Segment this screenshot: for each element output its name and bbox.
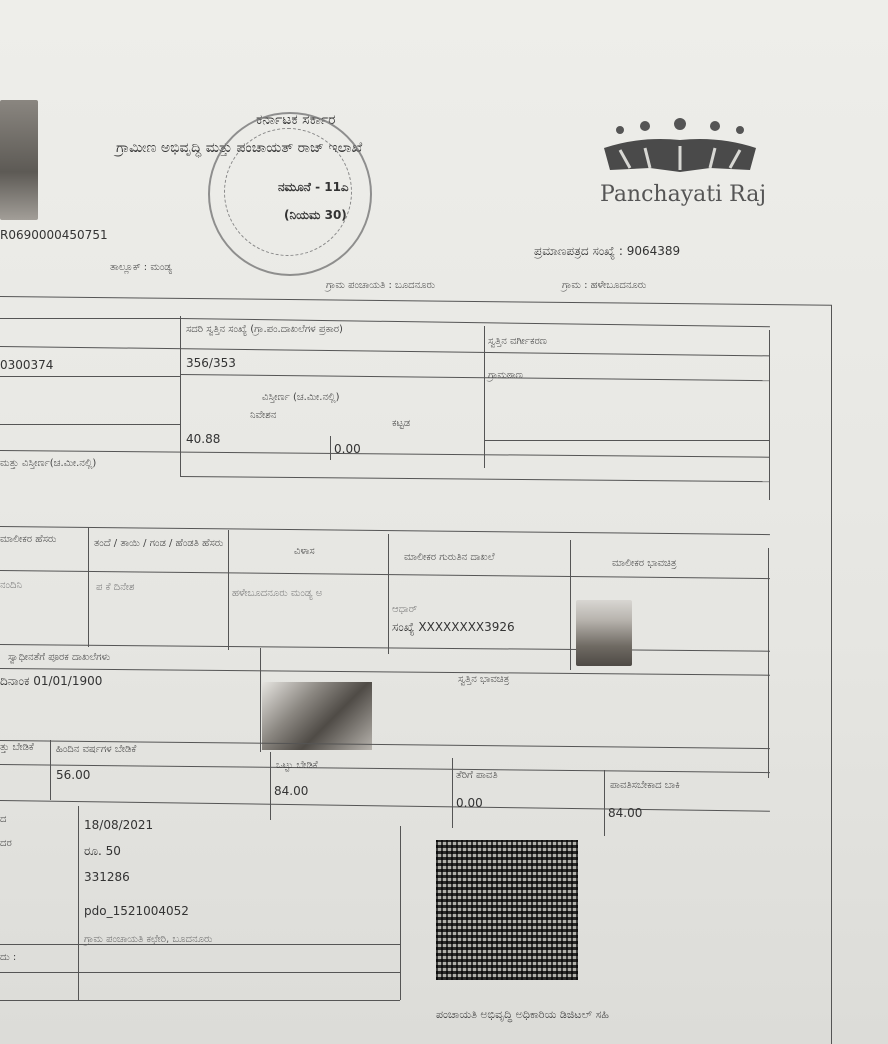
owner-id-type: ಆಧಾರ್ bbox=[392, 604, 418, 615]
officer-office: ಗ್ರಾಮ ಪಂಚಾಯತಿ ಕಛೇರಿ, ಬೂದನೂರು bbox=[84, 934, 213, 945]
village-label: ಗ್ರಾಮ : ಹಳೇಬೂದನೂರು bbox=[562, 280, 647, 291]
grid-line bbox=[330, 436, 331, 460]
property-id-partial: 0300374 bbox=[0, 358, 54, 372]
qr-code bbox=[436, 840, 578, 980]
property-type-value: ಗ್ರಾಮಠಾಣ bbox=[488, 370, 523, 381]
grid-line bbox=[0, 668, 770, 676]
owner-id-value: ಸಂಖ್ಯೆ XXXXXXXX3926 bbox=[392, 620, 515, 634]
balance-due-value: 84.00 bbox=[608, 806, 643, 820]
grid-line bbox=[0, 346, 770, 356]
dept-title: ಗ್ರಾಮೀಣ ಅಭಿವೃದ್ಧಿ ಮತ್ತು ಪಂಚಾಯತ್ ರಾಜ್ ಇಲಾಖೆ bbox=[116, 140, 363, 156]
tax-paid-value: 0.00 bbox=[456, 796, 483, 810]
certificate-number: ಪ್ರಮಾಣಪತ್ರದ ಸಂಖ್ಯೆ : 9064389 bbox=[534, 244, 681, 258]
gram-panchayat-label: ಗ್ರಾಮ ಪಂಚಾಯತಿ : ಬೂದನೂರು bbox=[326, 280, 436, 291]
tax-col3-label: ಒಟ್ಟು ಬೇಡಿಕೆ bbox=[276, 760, 318, 771]
receipt-number: 331286 bbox=[84, 870, 130, 884]
grid-line bbox=[0, 450, 770, 458]
site-area-value: 40.88 bbox=[186, 432, 221, 446]
grid-line bbox=[484, 440, 770, 441]
building-area-label: ಕಟ್ಟಡ bbox=[392, 418, 411, 429]
grid-line bbox=[0, 570, 770, 579]
grid-line bbox=[180, 476, 770, 482]
grid-line bbox=[484, 326, 485, 468]
grid-line bbox=[0, 424, 180, 425]
grid-line bbox=[0, 644, 770, 652]
father-name-label: ತಂದೆ / ತಾಯಿ / ಗಂಡ / ಹೆಂಡತಿ ಹೆಸರು bbox=[94, 538, 224, 549]
govt-title: ಕರ್ನಾಟಕ ಸರ್ಕಾರ bbox=[256, 112, 336, 128]
grid-line bbox=[0, 764, 770, 773]
grid-line bbox=[604, 770, 605, 836]
grid-line bbox=[260, 648, 261, 752]
grid-line bbox=[768, 548, 769, 778]
grid-line bbox=[452, 758, 453, 828]
grid-line bbox=[388, 534, 389, 654]
site-area-label: ನಿವೇಶನ bbox=[250, 410, 277, 421]
fee-amount: ರೂ. 50 bbox=[84, 844, 121, 858]
address-value: ಹಳೇಬೂದನೂರು ಮಂಡ್ಯ ಅ bbox=[232, 588, 323, 599]
father-name-value: ಪ ಕೆ ದಿನೇಶ bbox=[96, 582, 135, 593]
owner-photo-label: ಮಾಲೀಕರ ಭಾವಚಿತ್ರ bbox=[612, 558, 677, 569]
grid-line bbox=[0, 972, 400, 973]
supporting-docs-date: ದಿನಾಂಕ 01/01/1900 bbox=[0, 674, 103, 688]
panchayati-raj-logo-icon bbox=[600, 118, 760, 176]
document-id: R0690000450751 bbox=[0, 228, 108, 242]
grid-line bbox=[400, 826, 401, 1000]
issue-date: 18/08/2021 bbox=[84, 818, 154, 832]
area-label: ವಿಸ್ತೀರ್ಣ (ಚ.ಮೀ.ನಲ್ಲಿ) bbox=[262, 392, 340, 403]
grid-line bbox=[0, 1000, 400, 1001]
survey-number-label: ಸದರಿ ಸ್ವತ್ತಿನ ಸಂಖ್ಯೆ (ಗ್ರಾ.ಪಂ.ದಾಖಲೆಗಳ ಪ್ರಕಾರ) bbox=[186, 324, 343, 335]
form-border-right bbox=[831, 305, 832, 1044]
owner-name-label: ಮಾಲೀಕರ ಹೆಸರು bbox=[0, 534, 57, 545]
building-area-value: 0.00 bbox=[334, 442, 361, 456]
grid-line bbox=[769, 330, 770, 500]
total-area-label: ಮತ್ತು ವಿಸ್ತೀರ್ಣ(ಚ.ಮೀ.ನಲ್ಲಿ) bbox=[0, 458, 97, 469]
govt-emblem bbox=[0, 100, 38, 220]
issue-row-label-b: ದರ bbox=[0, 838, 12, 849]
grid-line bbox=[88, 527, 89, 647]
survey-number-value: 356/353 bbox=[186, 356, 236, 370]
issue-row-label-a: ದ bbox=[0, 814, 7, 825]
owner-name-value: ನಂದಿನಿ bbox=[0, 580, 23, 591]
grid-line bbox=[180, 374, 770, 381]
tax-col4-label: ತೆರಿಗೆ ಪಾವತಿ bbox=[456, 770, 498, 781]
tax-col2-label: ಹಿಂದಿನ ವರ್ಷಗಳ ಬೇಡಿಕೆ bbox=[56, 744, 137, 755]
grid-line bbox=[0, 318, 180, 319]
form-border-top bbox=[0, 296, 832, 306]
tax-col5-label: ಪಾವತಿಸಬೇಕಾದ ಬಾಕಿ bbox=[610, 780, 680, 791]
property-photo-label: ಸ್ವತ್ತಿನ ಭಾವಚಿತ್ರ bbox=[458, 674, 510, 685]
taluk-label: ತಾಲ್ಲೂಕ್ : ಮಂಡ್ಯ bbox=[110, 262, 173, 273]
previous-demand-value: 56.00 bbox=[56, 768, 91, 782]
form-number: ನಮೂನೆ - 11ಎ bbox=[278, 180, 349, 194]
grid-line bbox=[270, 752, 271, 820]
rule-number: (ನಿಯಮ 30) bbox=[284, 208, 347, 222]
grid-line bbox=[0, 526, 770, 535]
digital-signature-label: ಪಂಚಾಯತಿ ಅಭಿವೃದ್ಧಿ ಅಧಿಕಾರಿಯ ಡಿಜಿಟಲ್ ಸಹಿ bbox=[436, 1008, 609, 1021]
owner-id-label: ಮಾಲೀಕರ ಗುರುತಿನ ದಾಖಲೆ bbox=[404, 552, 495, 563]
address-label: ವಿಳಾಸ bbox=[294, 546, 315, 557]
property-type-label: ಸ್ವತ್ತಿನ ವರ್ಗೀಕರಣ bbox=[488, 336, 547, 347]
issue-row-label-c: ದು : bbox=[0, 952, 17, 963]
property-photo bbox=[262, 682, 372, 750]
grid-line bbox=[50, 740, 51, 800]
tax-col1-label: ತ್ತು ಬೇಡಿಕೆ bbox=[0, 742, 34, 753]
grid-line bbox=[570, 540, 571, 670]
total-demand-value: 84.00 bbox=[274, 784, 309, 798]
owner-photo bbox=[576, 600, 632, 666]
grid-line bbox=[0, 800, 770, 812]
logo-caption: Panchayati Raj bbox=[600, 182, 767, 207]
officer-id: pdo_1521004052 bbox=[84, 904, 189, 918]
grid-line bbox=[228, 530, 229, 650]
supporting-docs-label: ಸ್ವಾಧೀನತೆಗೆ ಪೂರಕ ದಾಖಲೆಗಳು bbox=[8, 652, 111, 663]
grid-line bbox=[78, 806, 79, 1000]
grid-line bbox=[0, 376, 180, 377]
